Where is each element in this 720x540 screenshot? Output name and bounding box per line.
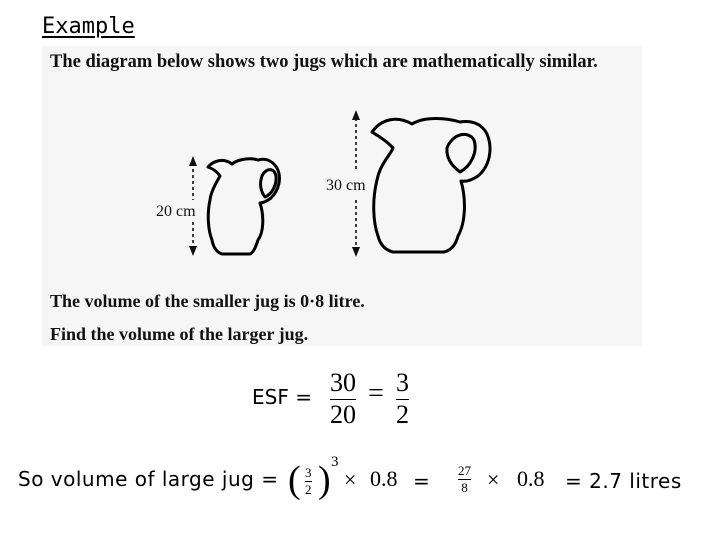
question-task: Find the volume of the larger jug.: [50, 324, 309, 344]
cube-denominator: 2: [305, 482, 312, 497]
cube-exponent: 3: [331, 454, 339, 470]
equals-sign: =: [413, 469, 430, 493]
esf-simplified-denominator: 2: [396, 400, 409, 429]
cubed-numerator: 27: [458, 463, 471, 478]
small-jug: [208, 159, 279, 254]
cubed-fraction: [458, 464, 471, 494]
question-intro: The diagram below shows two jugs which are mathematically similar.: [50, 52, 598, 72]
cube-fraction: [305, 466, 312, 496]
volume-label: So volume of large jug =: [18, 467, 279, 491]
esf-fraction: [330, 370, 356, 428]
example-heading: Example: [42, 14, 135, 39]
cubed-denominator: 8: [461, 480, 468, 495]
large-jug: [372, 119, 490, 253]
times-sign: ×: [344, 467, 357, 492]
result-text: = 2.7 litres: [565, 469, 682, 493]
left-paren: (: [288, 459, 301, 501]
right-paren: ): [318, 459, 331, 501]
esf-label: ESF =: [252, 385, 312, 409]
esf-numerator: 30: [330, 368, 356, 397]
esf-simplified-fraction: [396, 370, 409, 428]
small-volume-value: 0.8: [370, 466, 398, 491]
question-volume-given: The volume of the smaller jug is 0·8 litre.: [50, 291, 365, 311]
esf-equals: =: [368, 378, 384, 409]
large-jug-height-label: 30 cm: [326, 177, 366, 194]
cube-numerator: 3: [305, 465, 312, 480]
times-sign-2: ×: [487, 467, 500, 492]
esf-denominator: 20: [330, 400, 356, 429]
small-volume-value-2: 0.8: [517, 466, 545, 491]
esf-simplified-numerator: 3: [396, 368, 409, 397]
small-jug-height-label: 20 cm: [156, 203, 196, 220]
